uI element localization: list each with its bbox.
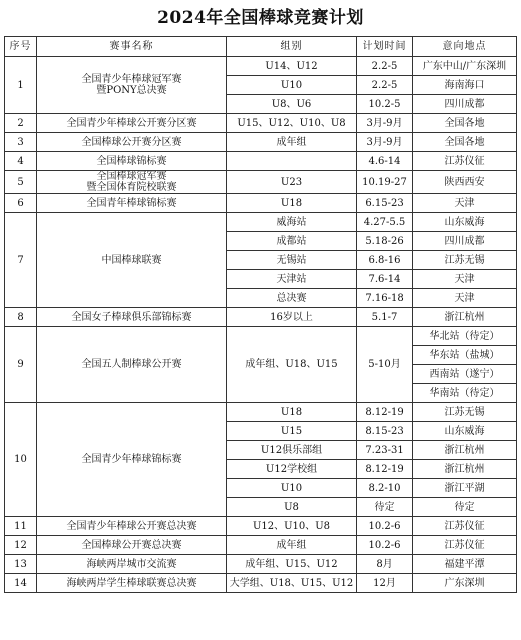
event-name: 全国青年棒球锦标赛	[37, 194, 227, 213]
event-group: 大学组、U18、U15、U12	[227, 574, 357, 593]
event-name: 全国棒球公开赛总决赛	[37, 536, 227, 555]
row-number: 5	[5, 171, 37, 194]
event-time: 7.16-18	[357, 289, 413, 308]
event-location: 山东威海	[413, 422, 517, 441]
event-location: 浙江杭州	[413, 460, 517, 479]
event-location: 浙江杭州	[413, 308, 517, 327]
event-group: U10	[227, 479, 357, 498]
event-group: U15	[227, 422, 357, 441]
event-name: 全国五人制棒球公开赛	[37, 327, 227, 403]
event-location: 江苏仪征	[413, 536, 517, 555]
table-row	[5, 517, 517, 536]
table-row	[5, 57, 517, 76]
event-location: 天津	[413, 194, 517, 213]
event-location: 华南站（待定）	[413, 384, 517, 403]
event-name: 海峡两岸学生棒球联赛总决赛	[37, 574, 227, 593]
event-location: 西南站（遂宁）	[413, 365, 517, 384]
event-location: 江苏无锡	[413, 251, 517, 270]
event-time: 8.15-23	[357, 422, 413, 441]
event-name: 全国青少年棒球公开赛总决赛	[37, 517, 227, 536]
event-group: 天津站	[227, 270, 357, 289]
table-row	[5, 403, 517, 422]
row-number: 14	[5, 574, 37, 593]
event-group: U23	[227, 171, 357, 194]
event-location: 江苏仪征	[413, 152, 517, 171]
event-group: U12俱乐部组	[227, 441, 357, 460]
event-time: 2.2-5	[357, 57, 413, 76]
event-time: 4.6-14	[357, 152, 413, 171]
header-group: 组别	[227, 37, 357, 57]
row-number: 1	[5, 57, 37, 114]
event-location: 四川成都	[413, 95, 517, 114]
table-row	[5, 114, 517, 133]
event-location: 华东站（盐城）	[413, 346, 517, 365]
row-number: 7	[5, 213, 37, 308]
event-group: 成都站	[227, 232, 357, 251]
event-group: 成年组、U15、U12	[227, 555, 357, 574]
event-time: 5-10月	[357, 327, 413, 403]
page-title: 2024年全国棒球竞赛计划	[157, 8, 364, 28]
event-time: 10.2-6	[357, 517, 413, 536]
event-location: 华北站（待定）	[413, 327, 517, 346]
event-name: 全国青少年棒球冠军赛 暨PONY总决赛	[37, 57, 227, 114]
event-time: 10.19-27	[357, 171, 413, 194]
event-time: 8月	[357, 555, 413, 574]
event-time: 5.1-7	[357, 308, 413, 327]
event-time: 7.23-31	[357, 441, 413, 460]
event-group: 成年组	[227, 133, 357, 152]
event-name: 海峡两岸城市交流赛	[37, 555, 227, 574]
row-number: 11	[5, 517, 37, 536]
event-location: 广东深圳	[413, 574, 517, 593]
event-time: 3月-9月	[357, 133, 413, 152]
event-location: 陕西西安	[413, 171, 517, 194]
event-location: 全国各地	[413, 114, 517, 133]
event-group: 威海站	[227, 213, 357, 232]
event-time: 12月	[357, 574, 413, 593]
header-location: 意向地点	[413, 37, 517, 57]
event-time: 4.27-5.5	[357, 213, 413, 232]
table-row	[5, 574, 517, 593]
event-location: 待定	[413, 498, 517, 517]
table-row	[5, 152, 517, 171]
row-number: 2	[5, 114, 37, 133]
table-row	[5, 308, 517, 327]
row-number: 4	[5, 152, 37, 171]
event-time: 6.8-16	[357, 251, 413, 270]
event-group: U18	[227, 403, 357, 422]
event-time: 待定	[357, 498, 413, 517]
event-group: 成年组	[227, 536, 357, 555]
event-time: 7.6-14	[357, 270, 413, 289]
event-location: 天津	[413, 270, 517, 289]
header-row	[5, 37, 517, 57]
schedule-table	[4, 36, 517, 593]
event-name: 中国棒球联赛	[37, 213, 227, 308]
event-location: 江苏无锡	[413, 403, 517, 422]
header-name: 赛事名称	[37, 37, 227, 57]
event-location: 浙江平湖	[413, 479, 517, 498]
event-location: 浙江杭州	[413, 441, 517, 460]
table-row	[5, 194, 517, 213]
event-location: 四川成都	[413, 232, 517, 251]
schedule-body	[5, 57, 517, 593]
row-number: 8	[5, 308, 37, 327]
table-row	[5, 133, 517, 152]
event-name: 全国青少年棒球公开赛分区赛	[37, 114, 227, 133]
header-no: 序号	[5, 37, 37, 57]
header-time: 计划时间	[357, 37, 413, 57]
event-name: 全国棒球锦标赛	[37, 152, 227, 171]
table-row	[5, 536, 517, 555]
event-name: 全国棒球公开赛分区赛	[37, 133, 227, 152]
event-group: U8	[227, 498, 357, 517]
event-group: U12学校组	[227, 460, 357, 479]
event-group: U18	[227, 194, 357, 213]
event-location: 全国各地	[413, 133, 517, 152]
row-number: 9	[5, 327, 37, 403]
row-number: 13	[5, 555, 37, 574]
event-location: 江苏仪征	[413, 517, 517, 536]
event-group	[227, 152, 357, 171]
event-name: 全国棒球冠军赛 暨全国体育院校联赛	[37, 171, 227, 194]
event-time: 3月-9月	[357, 114, 413, 133]
row-number: 6	[5, 194, 37, 213]
row-number: 10	[5, 403, 37, 517]
event-name: 全国青少年棒球锦标赛	[37, 403, 227, 517]
event-name: 全国女子棒球俱乐部锦标赛	[37, 308, 227, 327]
event-group: U8、U6	[227, 95, 357, 114]
event-group: U15、U12、U10、U8	[227, 114, 357, 133]
event-time: 6.15-23	[357, 194, 413, 213]
event-group: 总决赛	[227, 289, 357, 308]
event-time: 10.2-6	[357, 536, 413, 555]
event-time: 8.2-10	[357, 479, 413, 498]
event-group: U10	[227, 76, 357, 95]
table-row	[5, 555, 517, 574]
table-row	[5, 327, 517, 346]
event-time: 2.2-5	[357, 76, 413, 95]
event-time: 8.12-19	[357, 460, 413, 479]
event-time: 10.2-5	[357, 95, 413, 114]
event-group: U12、U10、U8	[227, 517, 357, 536]
event-location: 海南海口	[413, 76, 517, 95]
event-location: 山东威海	[413, 213, 517, 232]
event-group: 无锡站	[227, 251, 357, 270]
event-group: U14、U12	[227, 57, 357, 76]
table-row	[5, 171, 517, 194]
row-number: 12	[5, 536, 37, 555]
event-group: 成年组、U18、U15	[227, 327, 357, 403]
event-location: 天津	[413, 289, 517, 308]
event-location: 广东中山/广东深圳	[413, 57, 517, 76]
event-location: 福建平潭	[413, 555, 517, 574]
table-row	[5, 213, 517, 232]
event-time: 8.12-19	[357, 403, 413, 422]
event-group: 16岁以上	[227, 308, 357, 327]
row-number: 3	[5, 133, 37, 152]
event-time: 5.18-26	[357, 232, 413, 251]
